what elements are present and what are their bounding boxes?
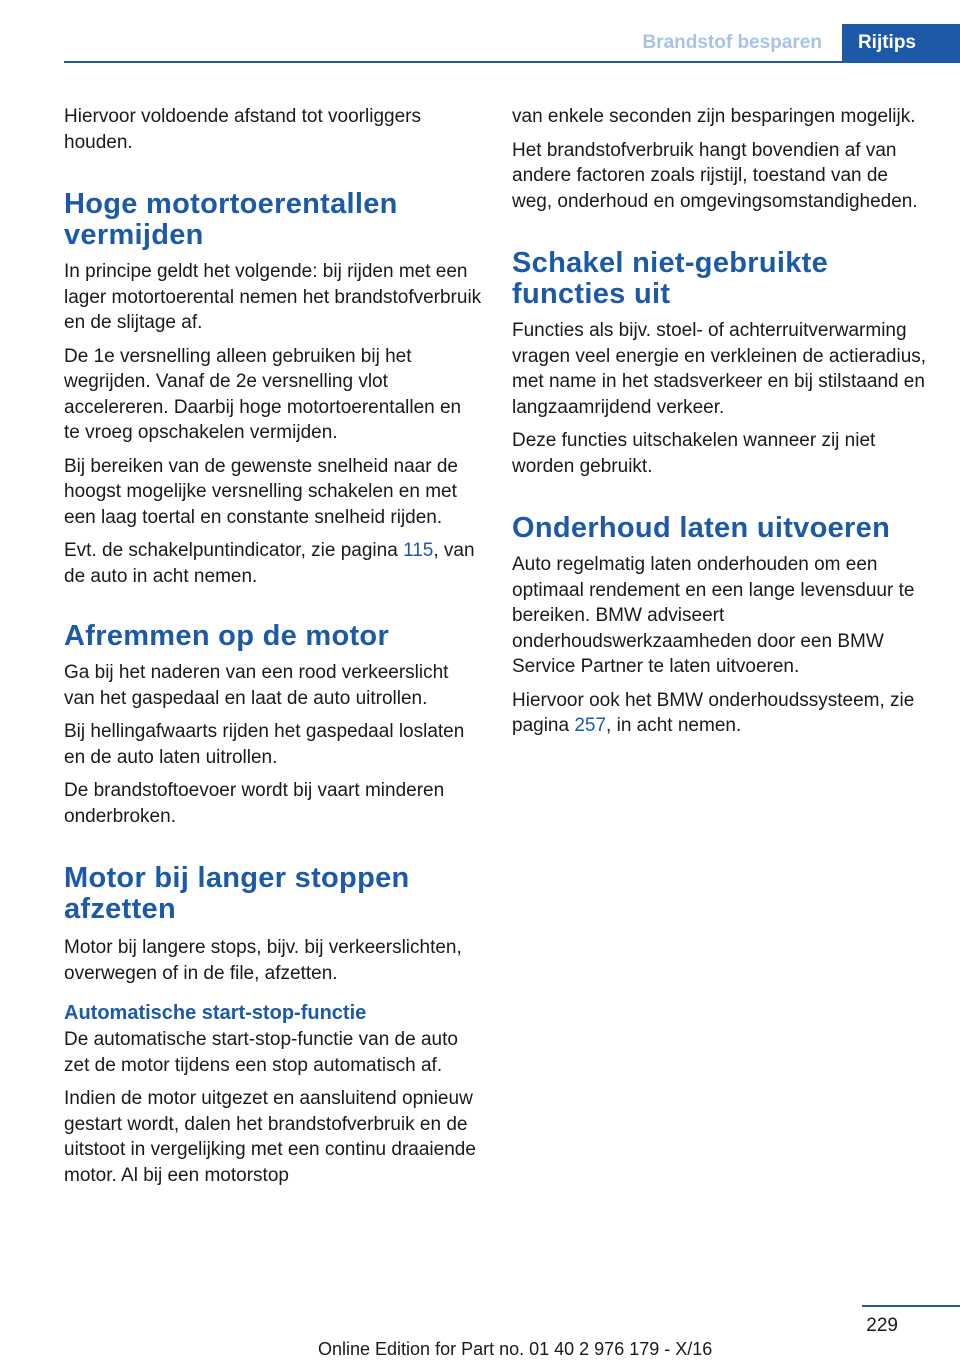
paragraph-factors: Het brandstofverbruik hangt bovendien af van andere factoren zoals rijstijl, toestand van de weg, onderhoud en omgevingsomstandigheden.: [512, 139, 918, 212]
paragraph-stop-1: Motor bij langere stops, bijv. bij verkeerslichten, overwegen of in de file, afzetten.: [64, 937, 462, 984]
paragraph-autostop-1: De automatische start-stop-functie van de auto zet de motor tijdens een stop automatisch af.: [64, 1029, 458, 1076]
header-chapter-tab: Rijtips: [842, 24, 960, 62]
paragraph-brake-1: Ga bij het naderen van een rood verkeerslicht van het gaspedaal en laat de auto uitrollen.: [64, 662, 449, 709]
paragraph-service-2-text: Hiervoor ook het BMW onderhoudssysteem, zie pagina: [512, 689, 915, 736]
paragraph-rpm-1: In principe geldt het volgende: bij rijden met een lager motortoerental nemen het brandstofverbruik en de slijtage af.: [64, 261, 482, 333]
paragraph-rpm-2: De 1e versnelling alleen gebruiken bij het wegrijden. Vanaf de 2e versnelling vlot accelereren. Daarbij hoge motortoerentallen en te vroeg opschakelen vermijden.: [64, 345, 462, 443]
paragraph-rpm-3: Bij bereiken van de gewenste snelheid naar de hoogst mogelijke versnelling schakelen en met een laag toertal en constante snelheid rijden.: [64, 455, 458, 528]
heading-engine-braking: Afremmen op de motor: [64, 620, 390, 652]
paragraph-rpm-4-text: Evt. de schakelpuntindicator, zie pagina: [64, 540, 404, 561]
paragraph-rpm-4: [64, 538, 482, 589]
header-section-title: Brandstof besparen: [642, 32, 822, 53]
paragraph-brake-3: De brandstoftoevoer wordt bij vaart minderen onderbroken.: [64, 780, 445, 827]
paragraph-service-1: Auto regelmatig laten onderhouden om een optimaal rendement en een lange levensduur te bereiken. BMW adviseert onderhoudswerkzaamheden door een BMW Service Partner te laten uitvoeren.: [512, 554, 915, 677]
paragraph-functions-2: Deze functies uitschakelen wanneer zij niet worden gebruikt.: [512, 430, 876, 477]
page-header: [628, 24, 960, 62]
heading-unused-functions: Schakel niet-gebruikte functies uit: [512, 247, 829, 310]
footer-divider: [862, 1305, 960, 1307]
page-link-115[interactable]: 115: [403, 540, 434, 561]
header-divider: [64, 61, 960, 63]
paragraph-brake-2: Bij hellingafwaarts rijden het gaspedaal loslaten en de auto laten uitrollen.: [64, 721, 465, 768]
heading-auto-start-stop: Automatische start-stop-functie: [64, 1002, 367, 1024]
paragraph-service-2: [512, 688, 930, 739]
paragraph-autostop-2: Indien de motor uitgezet en aansluitend opnieuw gestart wordt, dalen het brandstofverbruik en de uitstoot in vergelijking met een continu draaiende motor. Al bij een motorstop: [64, 1088, 476, 1186]
page-number: 229: [866, 1315, 898, 1336]
footer-edition-text: Online Edition for Part no. 01 40 2 976 179 - X/16: [318, 1339, 713, 1359]
heading-switch-off-engine: Motor bij langer stoppen afzetten: [64, 862, 410, 925]
heading-avoid-high-rpm: Hoge motortoerentallen vermijden: [64, 188, 398, 251]
page-link-257[interactable]: 257: [574, 715, 607, 736]
paragraph-continuation: van enkele seconden zijn besparingen mogelijk.: [512, 106, 916, 127]
paragraph-service-2-text-end: , in acht nemen.: [606, 715, 742, 736]
left-column: [64, 104, 482, 1196]
heading-maintenance: Onderhoud laten uitvoeren: [512, 512, 891, 544]
paragraph-rpm-4-text-end: , van de auto in acht nemen.: [64, 540, 475, 587]
right-column: [512, 104, 930, 747]
paragraph-intro: Hiervoor voldoende afstand tot voorliggers houden.: [64, 106, 421, 153]
paragraph-functions-1: Functies als bijv. stoel- of achterruitverwarming vragen veel energie en verkleinen de actieradius, met name in het stadsverkeer en bij stilstaand en langzaamrijdend verkeer.: [512, 320, 927, 418]
